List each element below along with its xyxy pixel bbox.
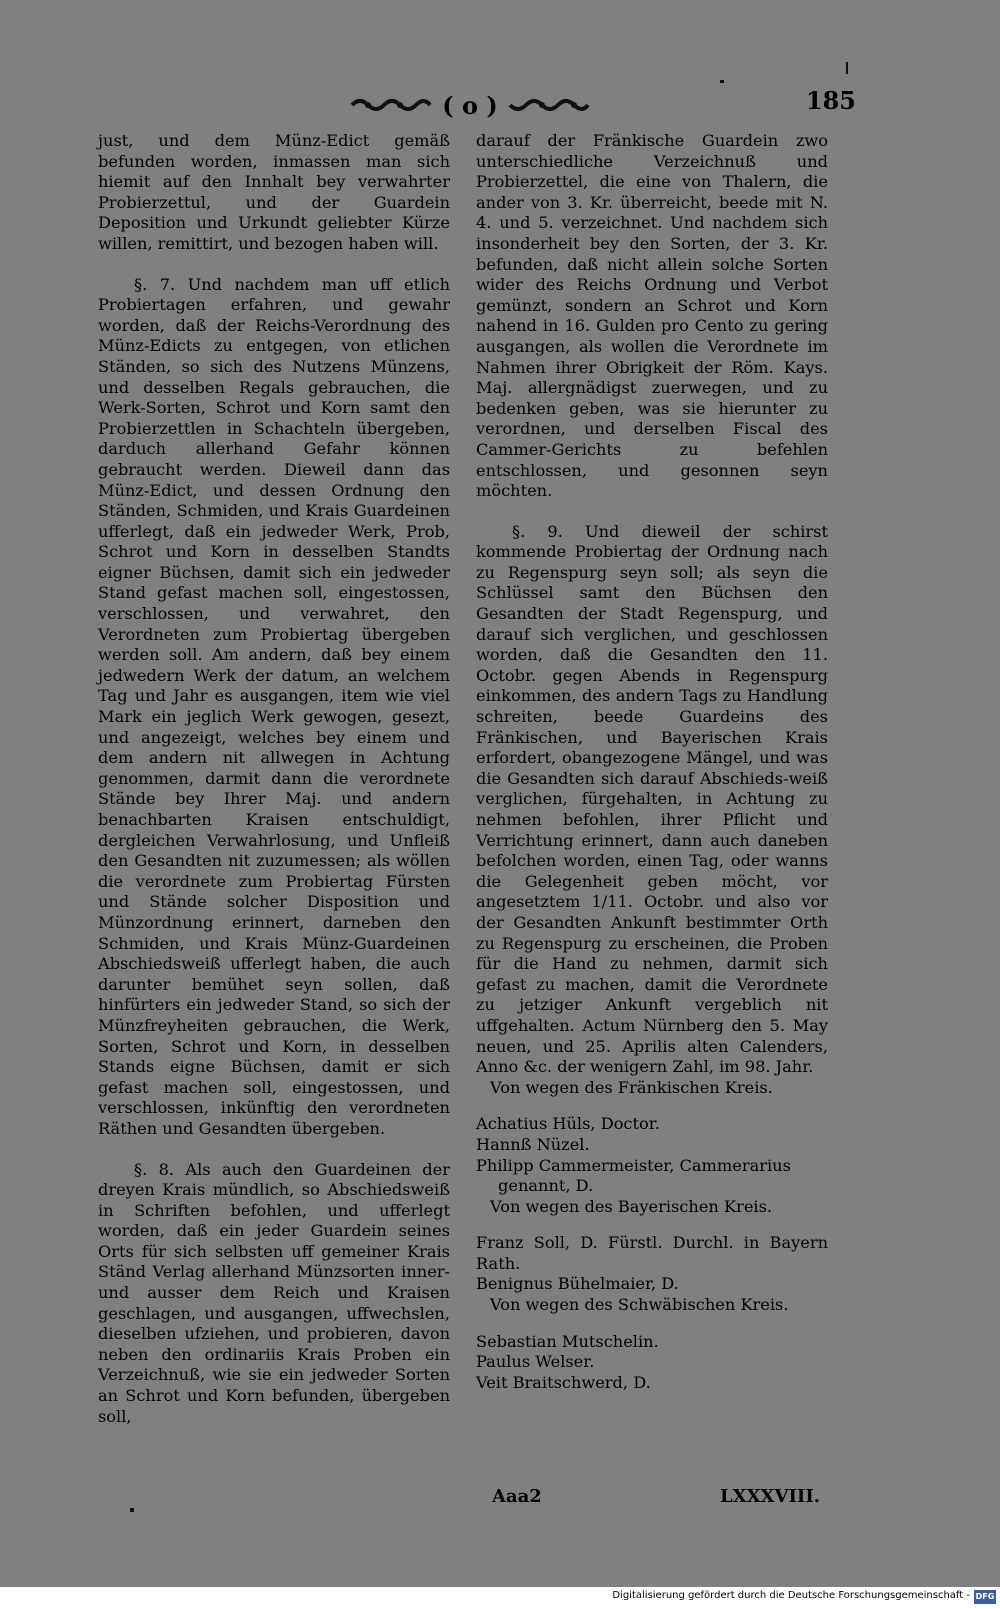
signature-block	[476, 1197, 828, 1295]
section-paragraph: §. 8. Als auch den Guardeinen der dreyen Krais mündlich, so Abschiedsweiß in Schriften befohlen, und ufferlegt worden, daß ein jeder Guardein seines Orts für sich selbsten uff gemeiner Krais Ständ Verlag allerhand Münzsorten inner- und ausser dem Reich und Kraisen geschlagen, und ausgangen, uffwechslen, dieselben ufziehen, und probieren, davon neben den ordinariis Krais Proben ein Verzeichnuß, wie sie ein jedweder Sorten an Schrot und Korn befunden, übergeben soll,	[98, 1159, 450, 1426]
header-ornament-group	[330, 88, 610, 122]
left-ornament-icon	[350, 96, 432, 114]
scan-speck-mark	[130, 1508, 134, 1512]
section-paragraph: §. 9. Und dieweil der schirst kommende Probiertag der Ordnung nach zu Regenspurg seyn soll; als seyn die Schlüssel samt den Büchsen den Gesandten der Stadt Regenspurg, und darauf sich verglichen, und geschlossen worden, daß die Gesandten den 11. Octobr. gegen Abends in Regenspurg einkommen, des andern Tags zu Handlung schreiten, beede Guardeins des Fränkischen, und Bayerischen Krais erfordert, obangezogene Mängel, und was die Gesandten sich darauf Abschieds-weiß verglichen, fürgehalten, in Achtung zu nehmen befohlen, ihrer Pflicht und Verrichtung erinnert, dann auch daneben befolchen worden, einen Tag, oder wanns die Gelegenheit geben möcht, vor angesetztem 1/11. Octobr. und also vor der Gesandten Ankunft bestimmter Orth zu Regenspurg zu erscheinen, die Proben für die Hand zu nehmen, darmit sich gefast zu machen, damit die Verordnete zu jetziger Ankunft vergeblich nit uffgehalten. Actum Nürnberg den 5. May neuen, und 25. Aprilis alten Calenders, Anno &c. der wenigern Zahl, im 98. Jahr.	[476, 521, 828, 1077]
page-number: 185	[805, 86, 856, 115]
dfg-logo-icon: DFG	[974, 1590, 996, 1604]
signature-mark: Aaa2	[492, 1486, 542, 1507]
signature-heading: Von wegen des Bayerischen Kreis.	[490, 1196, 773, 1216]
footer-credit-text: Digitalisierung gefördert durch die Deutsche Forschungsgemeinschaft -	[612, 1590, 970, 1601]
continuation-paragraph: darauf der Fränkische Guardein zwo unterschiedliche Verzeichnuß und Probierzettel, die eine von Thalern, die ander von 3. Kr. überreicht, beede mit N. 4. und 5. verzeichnet. Und nachdem sich insonderheit bey den Sorten, der 3. Kr. befunden, daß nicht allein solche Sorten wider des Reichs Ordnung und Verbot gemünzt, sondern an Schrot und Korn nahend in 16. Gulden pro Cento zu gering ausgangen, als wollen die Verordnete im Nahmen ihrer Obrigkeit der Röm. Kays. Maj. allergnädigst zuerwegen, und zu bedenken geben, was sie hierunter zu verordnen, und derselben Fiscal des Cammer-Gerichts zu befehlen entschlossen, und gesonnen seyn möchten.	[476, 131, 828, 501]
signatory-name: Achatius Hüls, Doctor.	[476, 1114, 660, 1134]
signatory-name: Philipp Cammermeister, Cammerarius	[476, 1155, 791, 1175]
signatory-name: Sebastian Mutschelin.	[476, 1331, 659, 1351]
signature-blocks	[476, 1078, 828, 1394]
scan-speck-mark	[720, 80, 724, 83]
signature-block	[476, 1078, 828, 1197]
signatory-name: Benignus Bühelmaier, D.	[476, 1274, 679, 1294]
scan-speck-mark	[846, 62, 848, 74]
signatory-name: Hannß Nüzel.	[476, 1134, 590, 1154]
header-center-text: ( o )	[442, 90, 498, 120]
signatory-name: Paulus Welser.	[476, 1352, 595, 1372]
signature-heading: Von wegen des Schwäbischen Kreis.	[490, 1295, 789, 1315]
right-column	[476, 131, 828, 1393]
signature-heading: Von wegen des Fränkischen Kreis.	[490, 1077, 773, 1097]
digitization-footer	[0, 1587, 1000, 1609]
signature-block	[476, 1295, 828, 1393]
continuation-paragraph: just, und dem Münz-Edict gemäß befunden worden, inmassen man sich hiemit auf den Innhalt bey verwahrter Probierzettul, und der Guardein Deposition und Urkundt geliebter Kürze willen, remittirt, und bezogen haben will.	[98, 131, 450, 253]
right-column-text	[476, 131, 828, 1078]
right-ornament-icon	[508, 96, 590, 114]
catchword: LXXXVIII.	[719, 1486, 820, 1507]
signatory-name: genannt, D.	[498, 1176, 594, 1196]
signatory-name: Franz Soll, D. Fürstl. Durchl. in Bayern Rath.	[476, 1233, 828, 1273]
section-paragraph: §. 7. Und nachdem man uff etlich Probiertagen erfahren, und gewahr worden, daß der Reichs-Verordnung des Münz-Edicts zu entgegen, von etlichen Ständen, so sich des Nutzens Münzens, und desselben Regals gebrauchen, die Werk-Sorten, Schrot und Korn samt den Probierzettlen in Schachteln übergeben, darduch allerhand Gefahr können gebraucht werden. Dieweil dann das Münz-Edict, und dessen Ordnung den Ständen, Schmiden, und Krais Guardeinen ufferlegt, daß ein jedweder Werk, Prob, Schrot und Korn in desselben Standts eigner Büchsen, damit sich ein jedweder Stand gefast machen soll, eingestossen, verschlossen, und verwahret, den Verordneten zum Probiertag übergeben werden soll. Am andern, daß bey einem jedwedern Werk der datum, an welchem Tag und Jahr es ausgangen, item wie viel Mark ein jeglich Werk gewogen, gesezt, und angezeigt, welches bey einem und dem andern nit allwegen in Achtung genommen, darmit dann die verordnete Stände bey Ihrer Maj. und andern benachbarten Kraisen entschuldigt, dergleichen Verwahrlosung, und Unfleiß den Gesandten nit zuzumessen; als wöllen die verordnete zum Probiertag Fürsten und Stände solcher Disposition und Münzordnung erinnert, darneben den Schmiden, und Krais Münz-Guardeinen Abschiedsweiß ufferlegt haben, die auch darunter bemühet seyn sollen, daß hinfürters ein jedweder Stand, so sich der Münzfreyheiten gebrauchen, die Werk, Sorten, Schrot und Korn, in desselben Stands eigne Büchsen, damit er sich gefast machen soll, eingestossen, und verschlossen, inkünftig den verordneten Räthen und Gesandten übergeben.	[98, 274, 450, 1138]
left-column	[98, 131, 450, 1427]
signatory-name: Veit Braitschwerd, D.	[476, 1372, 651, 1392]
bottom-line	[492, 1486, 820, 1512]
